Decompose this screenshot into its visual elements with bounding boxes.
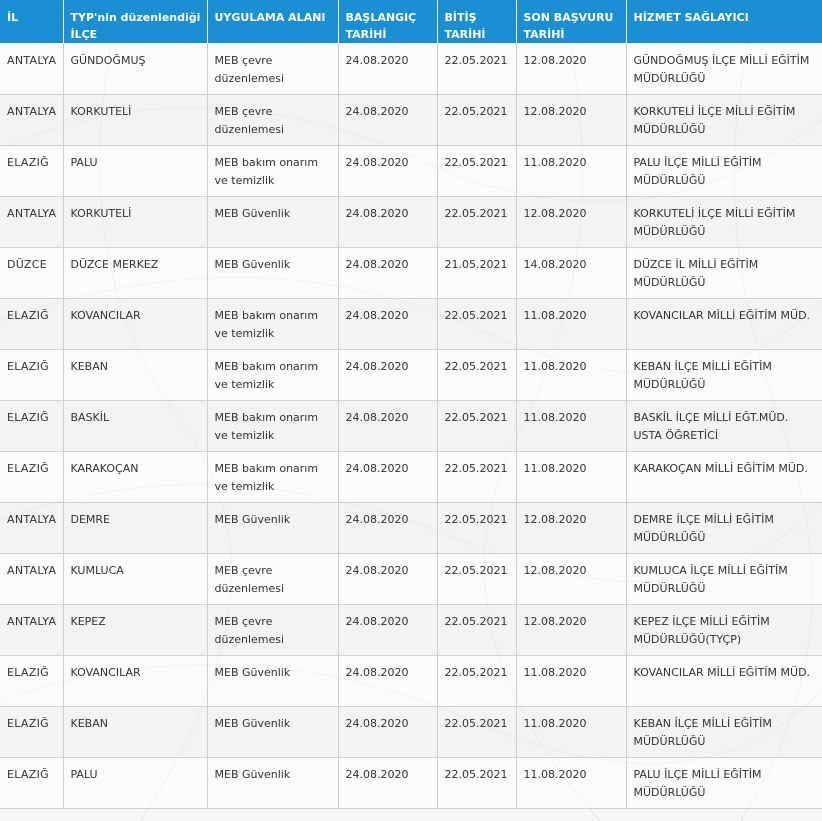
cell-ilce: KEBAN — [63, 350, 207, 401]
cell-hizmet-saglayici: KUMLUCA İLÇE MİLLİ EĞİTİM MÜDÜRLÜĞÜ — [626, 554, 822, 605]
header-hizmet-saglayici: HİZMET SAĞLAYICI — [626, 0, 822, 44]
cell-son-basvuru-tarihi: 11.08.2020 — [516, 656, 626, 707]
table-row — [0, 248, 822, 299]
table-row — [0, 503, 822, 554]
cell-il: ELAZIĞ — [0, 401, 63, 452]
cell-baslangic-tarihi: 24.08.2020 — [338, 197, 437, 248]
header-bitis-tarihi: BİTİŞ TARİHİ — [437, 0, 516, 44]
cell-hizmet-saglayici: KOVANCILAR MİLLİ EĞİTİM MÜD. — [626, 656, 822, 707]
cell-ilce: BASKİL — [63, 401, 207, 452]
table-row — [0, 758, 822, 809]
cell-baslangic-tarihi: 24.08.2020 — [338, 299, 437, 350]
cell-baslangic-tarihi: 24.08.2020 — [338, 350, 437, 401]
cell-ilce: KEBAN — [63, 707, 207, 758]
cell-uygulama-alani: MEB bakım onarım ve temizlik — [207, 350, 338, 401]
cell-son-basvuru-tarihi: 11.08.2020 — [516, 452, 626, 503]
cell-il: ELAZIĞ — [0, 299, 63, 350]
cell-bitis-tarihi: 22.05.2021 — [437, 656, 516, 707]
cell-il: DÜZCE — [0, 248, 63, 299]
cell-uygulama-alani: MEB çevre düzenlemesi — [207, 605, 338, 656]
cell-son-basvuru-tarihi: 14.08.2020 — [516, 248, 626, 299]
cell-uygulama-alani: MEB Güvenlik — [207, 248, 338, 299]
cell-bitis-tarihi: 22.05.2021 — [437, 707, 516, 758]
cell-uygulama-alani: MEB Güvenlik — [207, 758, 338, 809]
cell-il: ELAZIĞ — [0, 146, 63, 197]
cell-uygulama-alani: MEB çevre düzenlemesi — [207, 554, 338, 605]
cell-ilce: KOVANCILAR — [63, 299, 207, 350]
cell-il: ANTALYA — [0, 44, 63, 95]
cell-bitis-tarihi: 22.05.2021 — [437, 95, 516, 146]
cell-il: ANTALYA — [0, 95, 63, 146]
cell-hizmet-saglayici: KEBAN İLÇE MİLLİ EĞİTİM MÜDÜRLÜĞÜ — [626, 350, 822, 401]
cell-baslangic-tarihi: 24.08.2020 — [338, 452, 437, 503]
cell-uygulama-alani: MEB çevre düzenlemesi — [207, 95, 338, 146]
table-row — [0, 605, 822, 656]
cell-bitis-tarihi: 22.05.2021 — [437, 350, 516, 401]
cell-uygulama-alani: MEB bakım onarım ve temizlik — [207, 299, 338, 350]
cell-uygulama-alani: MEB çevre düzenlemesi — [207, 44, 338, 95]
cell-il: ANTALYA — [0, 605, 63, 656]
table-body — [0, 44, 822, 809]
cell-bitis-tarihi: 22.05.2021 — [437, 146, 516, 197]
cell-hizmet-saglayici: DÜZCE İL MİLLİ EĞİTİM MÜDÜRLÜĞÜ — [626, 248, 822, 299]
header-uygulama-alani: UYGULAMA ALANI — [207, 0, 338, 44]
cell-bitis-tarihi: 22.05.2021 — [437, 197, 516, 248]
cell-ilce: PALU — [63, 146, 207, 197]
cell-baslangic-tarihi: 24.08.2020 — [338, 503, 437, 554]
cell-son-basvuru-tarihi: 11.08.2020 — [516, 350, 626, 401]
table-row — [0, 401, 822, 452]
cell-ilce: KUMLUCA — [63, 554, 207, 605]
cell-hizmet-saglayici: DEMRE İLÇE MİLLİ EĞİTİM MÜDÜRLÜĞÜ — [626, 503, 822, 554]
cell-il: ELAZIĞ — [0, 350, 63, 401]
header-ilce: TYP'nin düzenlendiği İLÇE — [63, 0, 207, 44]
cell-bitis-tarihi: 22.05.2021 — [437, 554, 516, 605]
header-il: İL — [0, 0, 63, 44]
cell-ilce: KORKUTELİ — [63, 197, 207, 248]
table-row — [0, 554, 822, 605]
cell-ilce: DÜZCE MERKEZ — [63, 248, 207, 299]
table-row — [0, 44, 822, 95]
cell-baslangic-tarihi: 24.08.2020 — [338, 758, 437, 809]
cell-il: ANTALYA — [0, 197, 63, 248]
cell-baslangic-tarihi: 24.08.2020 — [338, 656, 437, 707]
table-row — [0, 707, 822, 758]
cell-hizmet-saglayici: KEPEZ İLÇE MİLLİ EĞİTİM MÜDÜRLÜĞÜ(TYÇP) — [626, 605, 822, 656]
cell-hizmet-saglayici: PALU İLÇE MİLLİ EĞİTİM MÜDÜRLÜĞÜ — [626, 758, 822, 809]
cell-il: ELAZIĞ — [0, 656, 63, 707]
cell-bitis-tarihi: 21.05.2021 — [437, 248, 516, 299]
cell-uygulama-alani: MEB Güvenlik — [207, 707, 338, 758]
cell-uygulama-alani: MEB Güvenlik — [207, 656, 338, 707]
cell-ilce: KARAKOÇAN — [63, 452, 207, 503]
table-header — [0, 0, 822, 44]
cell-bitis-tarihi: 22.05.2021 — [437, 605, 516, 656]
header-row — [0, 0, 822, 44]
cell-il: ELAZIĞ — [0, 452, 63, 503]
cell-baslangic-tarihi: 24.08.2020 — [338, 95, 437, 146]
cell-ilce: PALU — [63, 758, 207, 809]
cell-son-basvuru-tarihi: 12.08.2020 — [516, 44, 626, 95]
cell-hizmet-saglayici: KORKUTELİ İLÇE MİLLİ EĞİTİM MÜDÜRLÜĞÜ — [626, 197, 822, 248]
cell-uygulama-alani: MEB Güvenlik — [207, 503, 338, 554]
cell-son-basvuru-tarihi: 11.08.2020 — [516, 707, 626, 758]
cell-ilce: KORKUTELİ — [63, 95, 207, 146]
cell-il: ELAZIĞ — [0, 707, 63, 758]
table-row — [0, 95, 822, 146]
cell-baslangic-tarihi: 24.08.2020 — [338, 554, 437, 605]
cell-uygulama-alani: MEB bakım onarım ve temizlik — [207, 146, 338, 197]
cell-il: ANTALYA — [0, 503, 63, 554]
table-row — [0, 656, 822, 707]
cell-ilce: KEPEZ — [63, 605, 207, 656]
cell-ilce: GÜNDOĞMUŞ — [63, 44, 207, 95]
cell-hizmet-saglayici: KOVANCILAR MİLLİ EĞİTİM MÜD. — [626, 299, 822, 350]
cell-il: ELAZIĞ — [0, 758, 63, 809]
cell-hizmet-saglayici: GÜNDOĞMUŞ İLÇE MİLLİ EĞİTİM MÜDÜRLÜĞÜ — [626, 44, 822, 95]
cell-baslangic-tarihi: 24.08.2020 — [338, 248, 437, 299]
cell-hizmet-saglayici: KEBAN İLÇE MİLLİ EĞİTİM MÜDÜRLÜĞÜ — [626, 707, 822, 758]
table-row — [0, 452, 822, 503]
cell-uygulama-alani: MEB Güvenlik — [207, 197, 338, 248]
cell-bitis-tarihi: 22.05.2021 — [437, 452, 516, 503]
cell-uygulama-alani: MEB bakım onarım ve temizlik — [207, 452, 338, 503]
cell-uygulama-alani: MEB bakım onarım ve temizlik — [207, 401, 338, 452]
cell-baslangic-tarihi: 24.08.2020 — [338, 707, 437, 758]
cell-ilce: KOVANCILAR — [63, 656, 207, 707]
cell-son-basvuru-tarihi: 12.08.2020 — [516, 197, 626, 248]
cell-bitis-tarihi: 22.05.2021 — [437, 299, 516, 350]
cell-son-basvuru-tarihi: 11.08.2020 — [516, 758, 626, 809]
cell-son-basvuru-tarihi: 12.08.2020 — [516, 95, 626, 146]
table-row — [0, 350, 822, 401]
cell-son-basvuru-tarihi: 11.08.2020 — [516, 299, 626, 350]
cell-son-basvuru-tarihi: 12.08.2020 — [516, 554, 626, 605]
cell-hizmet-saglayici: KARAKOÇAN MİLLİ EĞİTİM MÜD. — [626, 452, 822, 503]
cell-bitis-tarihi: 22.05.2021 — [437, 44, 516, 95]
cell-baslangic-tarihi: 24.08.2020 — [338, 401, 437, 452]
header-baslangic-tarihi: BAŞLANGIÇ TARİHİ — [338, 0, 437, 44]
table-row — [0, 146, 822, 197]
cell-hizmet-saglayici: KORKUTELİ İLÇE MİLLİ EĞİTİM MÜDÜRLÜĞÜ — [626, 95, 822, 146]
header-son-basvuru-tarihi: SON BAŞVURU TARİHİ — [516, 0, 626, 44]
cell-bitis-tarihi: 22.05.2021 — [437, 503, 516, 554]
cell-hizmet-saglayici: PALU İLÇE MİLLİ EĞİTİM MÜDÜRLÜĞÜ — [626, 146, 822, 197]
cell-bitis-tarihi: 22.05.2021 — [437, 401, 516, 452]
cell-son-basvuru-tarihi: 11.08.2020 — [516, 401, 626, 452]
cell-ilce: DEMRE — [63, 503, 207, 554]
cell-baslangic-tarihi: 24.08.2020 — [338, 605, 437, 656]
cell-bitis-tarihi: 22.05.2021 — [437, 758, 516, 809]
cell-son-basvuru-tarihi: 12.08.2020 — [516, 605, 626, 656]
cell-baslangic-tarihi: 24.08.2020 — [338, 146, 437, 197]
cell-il: ANTALYA — [0, 554, 63, 605]
cell-son-basvuru-tarihi: 12.08.2020 — [516, 503, 626, 554]
table-row — [0, 299, 822, 350]
cell-baslangic-tarihi: 24.08.2020 — [338, 44, 437, 95]
cell-son-basvuru-tarihi: 11.08.2020 — [516, 146, 626, 197]
table-row — [0, 197, 822, 248]
cell-hizmet-saglayici: BASKİL İLÇE MİLLİ EĞT.MÜD. USTA ÖĞRETİCİ — [626, 401, 822, 452]
